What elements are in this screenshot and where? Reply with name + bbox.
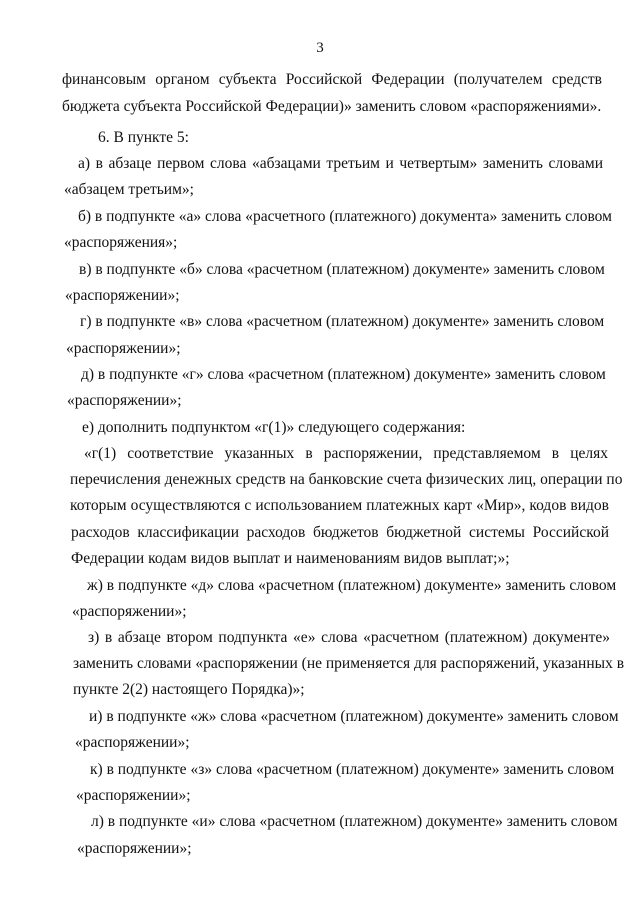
- text-line: расходов классификации расходов бюджетов бюджетной системы Российской: [71, 524, 609, 541]
- text-line: а) в абзаце первом слова «абзацами третьим и четвертым» заменить словами: [78, 155, 603, 172]
- text-line: Федерации кодам видов выплат и наименованиям видов выплат;»;: [71, 550, 510, 567]
- text-line: к) в подпункте «з» слова «расчетном (платежном) документе» заменить словом: [90, 761, 615, 778]
- text-line: заменить словами «распоряжении (не применяется для распоряжений, указанных в: [73, 655, 625, 672]
- text-line: «г(1) соответствие указанных в распоряжении, представляемом в целях: [84, 445, 608, 462]
- text-line: б) в подпункте «а» слова «расчетного (платежного) документа» заменить словом: [78, 208, 612, 225]
- text-line: 6. В пункте 5:: [98, 129, 189, 146]
- text-line: «распоряжения»;: [64, 234, 178, 251]
- text-line: финансовым органом субъекта Российской Федерации (получателем средств: [62, 71, 602, 88]
- text-line: бюджета субъекта Российской Федерации)» заменить словом «распоряжениями».: [62, 98, 602, 115]
- text-line: «распоряжении»;: [65, 287, 180, 304]
- text-line: которым осуществляются с использованием платежных карт «Мир», кодов видов: [70, 497, 609, 514]
- text-line: «распоряжении»;: [67, 392, 182, 409]
- text-line: перечисления денежных средств на банковские счета физических лиц, операции по: [70, 471, 623, 488]
- text-line: з) в абзаце втором подпункта «е» слова «расчетном (платежном) документе»: [88, 629, 610, 646]
- text-line: г) в подпункте «в» слова «расчетном (платежном) документе» заменить словом: [80, 313, 605, 330]
- text-line: «распоряжении»;: [75, 734, 190, 751]
- text-line: ж) в подпункте «д» слова «расчетном (платежном) документе» заменить словом: [87, 577, 617, 594]
- text-line: «распоряжении»;: [77, 840, 192, 857]
- text-line: пункте 2(2) настоящего Порядка)»;: [73, 681, 305, 698]
- text-line: в) в подпункте «б» слова «расчетном (платежном) документе» заменить словом: [79, 261, 605, 278]
- text-line: л) в подпункте «и» слова «расчетном (платежном) документе» заменить словом: [91, 813, 618, 830]
- text-line: «распоряжении»;: [76, 787, 191, 804]
- text-line: «абзацем третьим»;: [64, 181, 194, 198]
- text-line: д) в подпункте «г» слова «расчетном (платежном) документе» заменить словом: [81, 366, 606, 383]
- text-line: «распоряжении»;: [72, 603, 187, 620]
- page-number: 3: [316, 40, 324, 56]
- text-line: «распоряжении»;: [66, 340, 181, 357]
- text-line: и) в подпункте «ж» слова «расчетном (платежном) документе» заменить словом: [89, 708, 619, 725]
- text-line: е) дополнить подпунктом «г(1)» следующего содержания:: [82, 419, 466, 436]
